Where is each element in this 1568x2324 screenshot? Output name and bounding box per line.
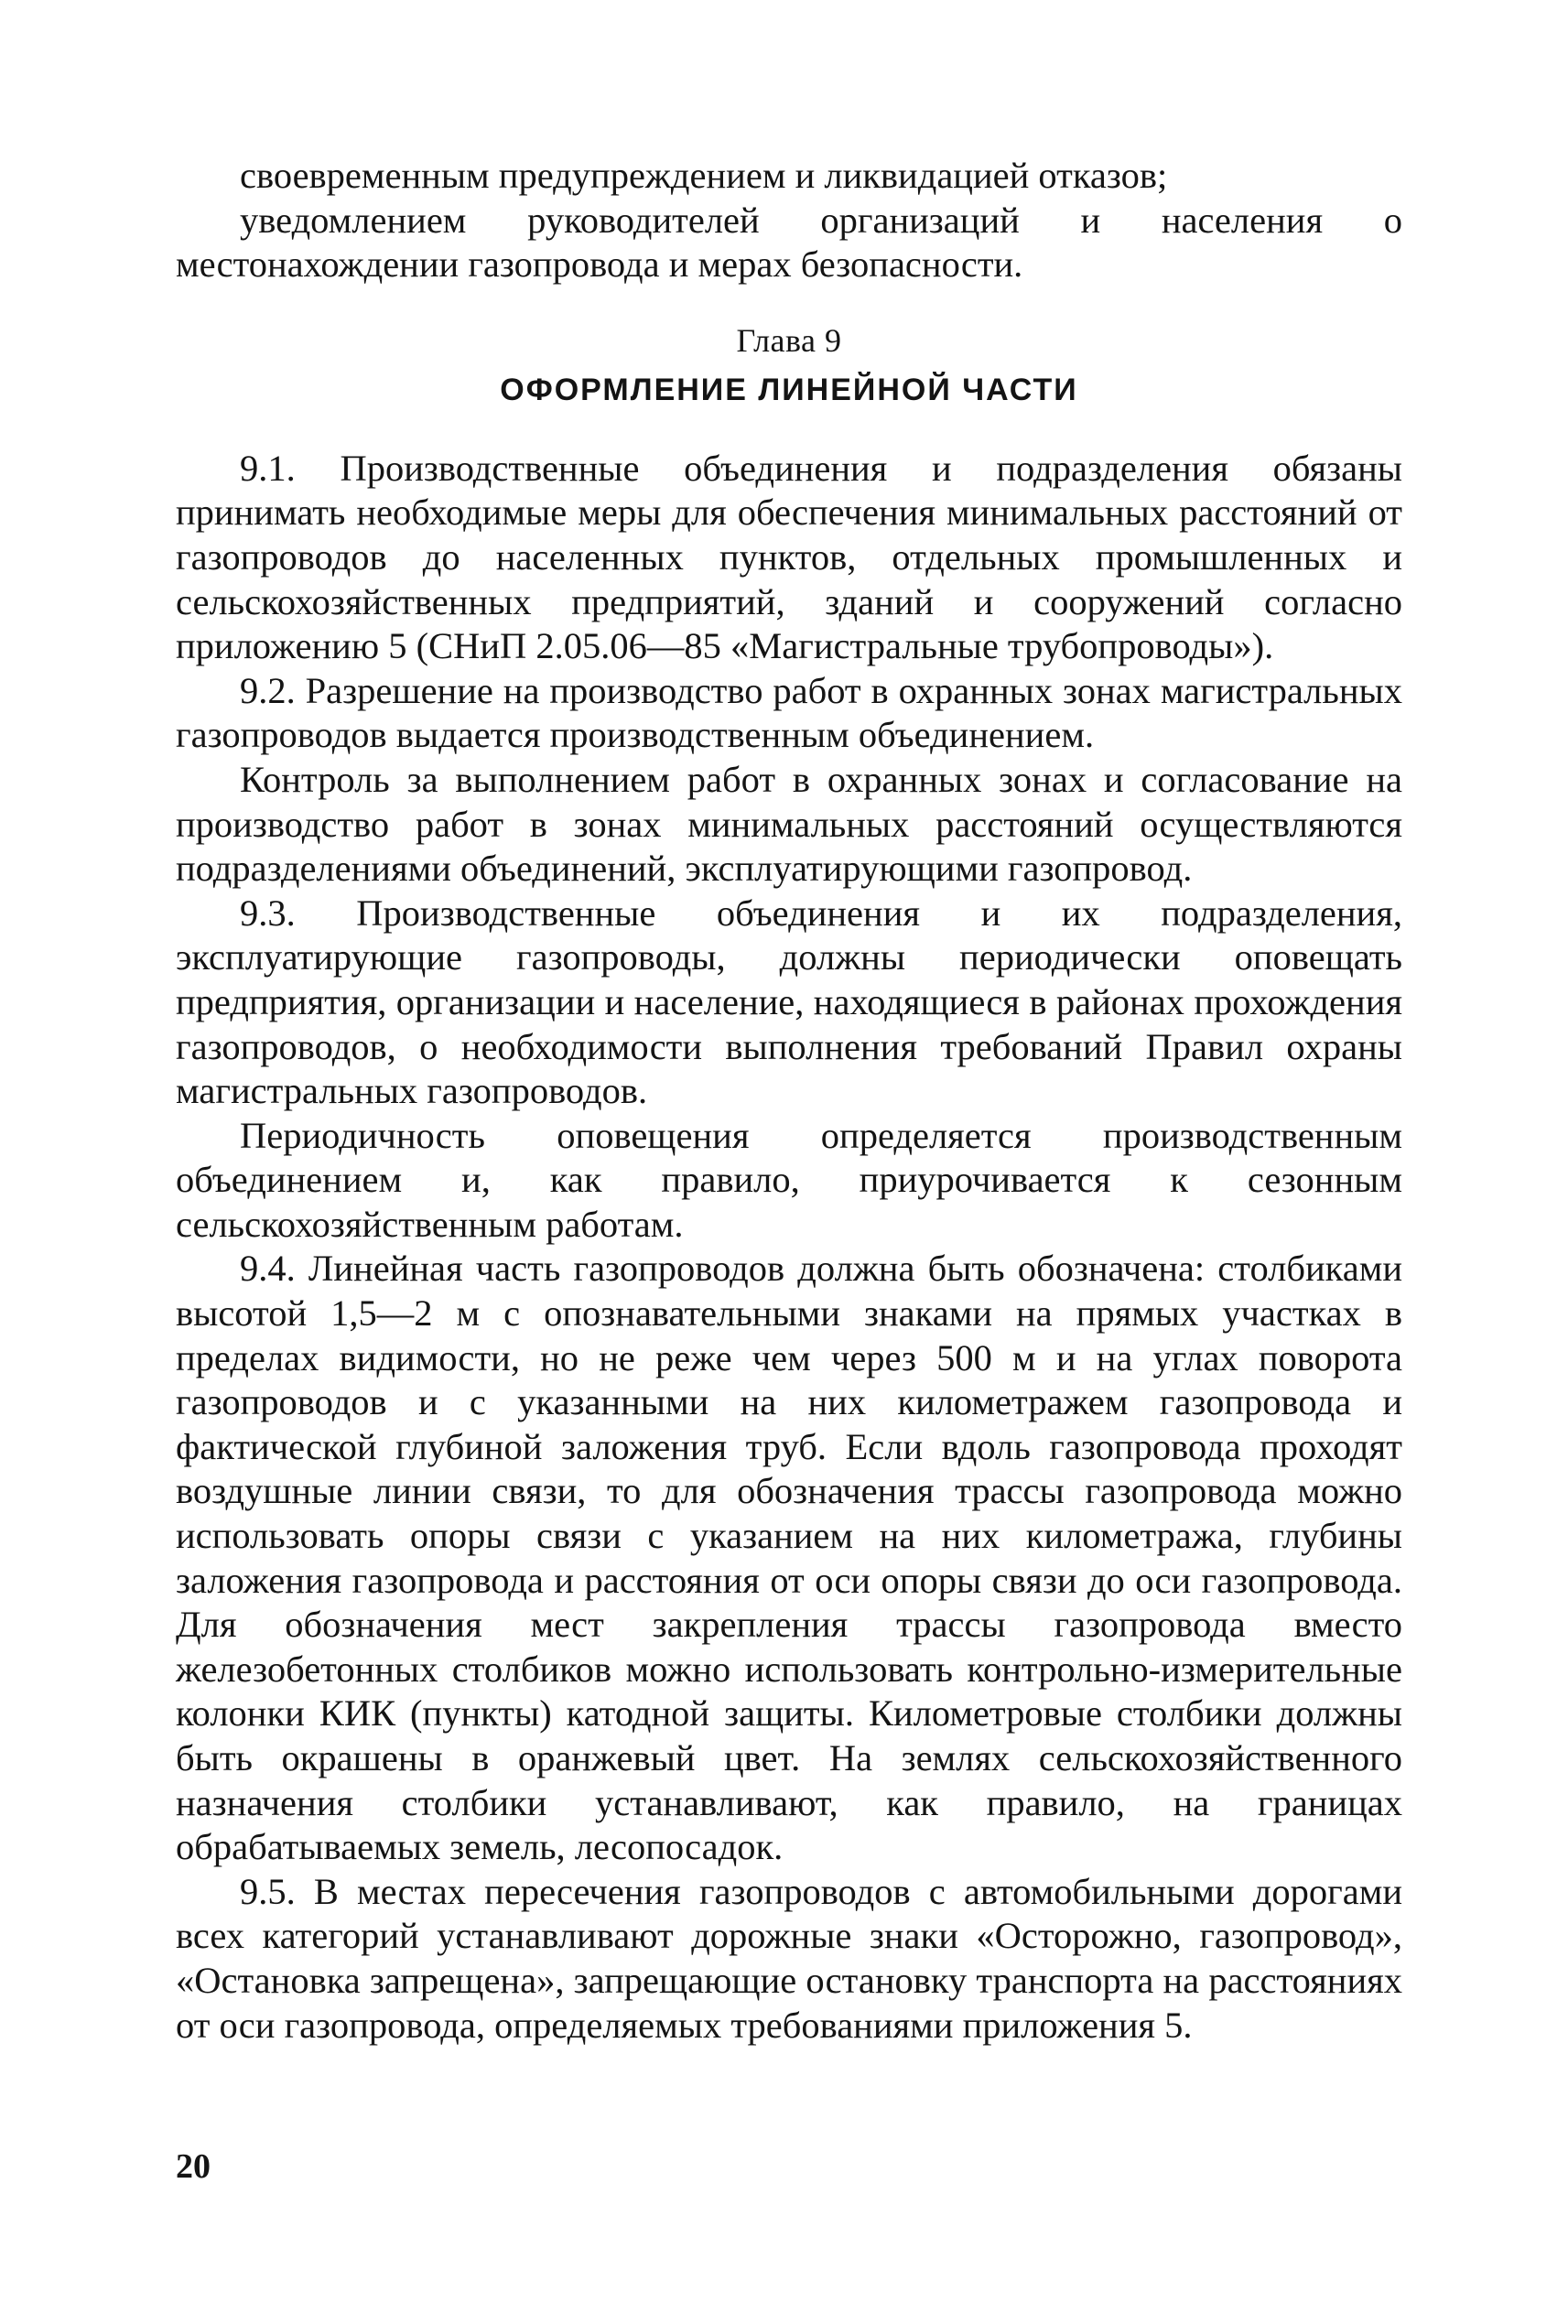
chapter-title: ОФОРМЛЕНИЕ ЛИНЕЙНОЙ ЧАСТИ: [500, 372, 1078, 407]
paragraph-9-2: 9.2. Разрешение на производство работ в охранных зонах магистральных газопроводов выдается производственным объединением.: [176, 669, 1402, 756]
document-page: [176, 154, 1402, 2048]
paragraph-9-5: 9.5. В местах пересечения газопроводов с автомобильными дорогами всех категорий устанавливают дорожные знаки «Осторожно, газопровод», «Остановка запрещена», запрещающие остановку транспорта на расстояниях от оси газопровода, определяемых требованиями приложения 5.: [176, 1870, 1402, 2046]
paragraph-9-1: 9.1. Производственные объединения и подразделения обязаны принимать необходимые меры для обеспечения минимальных расстояний от газопроводов до населенных пунктов, отдельных промышленных и сельскохозяйственных предприятий, зданий и сооружений согласно приложению 5 (СНиП 2.05.06—85 «Магистральные трубопроводы»).: [176, 447, 1402, 667]
intro-line-2: уведомлением руководителей организаций и населения о местонахождении газопровода и мерах безопасности.: [176, 199, 1402, 286]
paragraph-control: Контроль за выполнением работ в охранных зонах и согласование на производство работ в зонах минимальных расстояний осуществляются подразделениями объединений, эксплуатирующими газопровод.: [176, 758, 1402, 890]
paragraph-9-4: 9.4. Линейная часть газопроводов должна быть обозначена: столбиками высотой 1,5—2 м с опознавательными знаками на прямых участках в пределах видимости, но не реже чем через 500 м и на углах поворота газопроводов и с указанными на них километражем газопровода и фактической глубиной заложения труб. Если вдоль газопровода проходят воздушные линии связи, то для обозначения трассы газопровода можно использовать опоры связи с указанием на них километража, глубины заложения газопровода и расстояния от оси опоры связи до оси газопровода. Для обозначения мест закрепления трассы газопровода вместо железобетонных столбиков можно использовать контрольно-измерительные колонки КИК (пункты) катодной защиты. Километровые столбики должны быть окрашены в оранжевый цвет. На землях сельскохозяйственного назначения столбики устанавливают, как правило, на границах обрабатываемых земель, лесопосадок.: [176, 1248, 1402, 1868]
page-number: 20: [176, 2147, 211, 2186]
paragraph-periodicity: Периодичность оповещения определяется производственным объединением и, как правило, приурочивается к сезонным сельскохозяйственным работам.: [176, 1114, 1402, 1245]
intro-line-1: своевременным предупреждением и ликвидацией отказов;: [240, 155, 1168, 196]
paragraph-9-3: 9.3. Производственные объединения и их подразделения, эксплуатирующие газопроводы, должны периодически оповещать предприятия, организации и население, находящиеся в районах прохождения газопроводов, о необходимости выполнения требований Правил охраны магистральных газопроводов.: [176, 892, 1402, 1112]
chapter-label: Глава 9: [736, 321, 842, 359]
